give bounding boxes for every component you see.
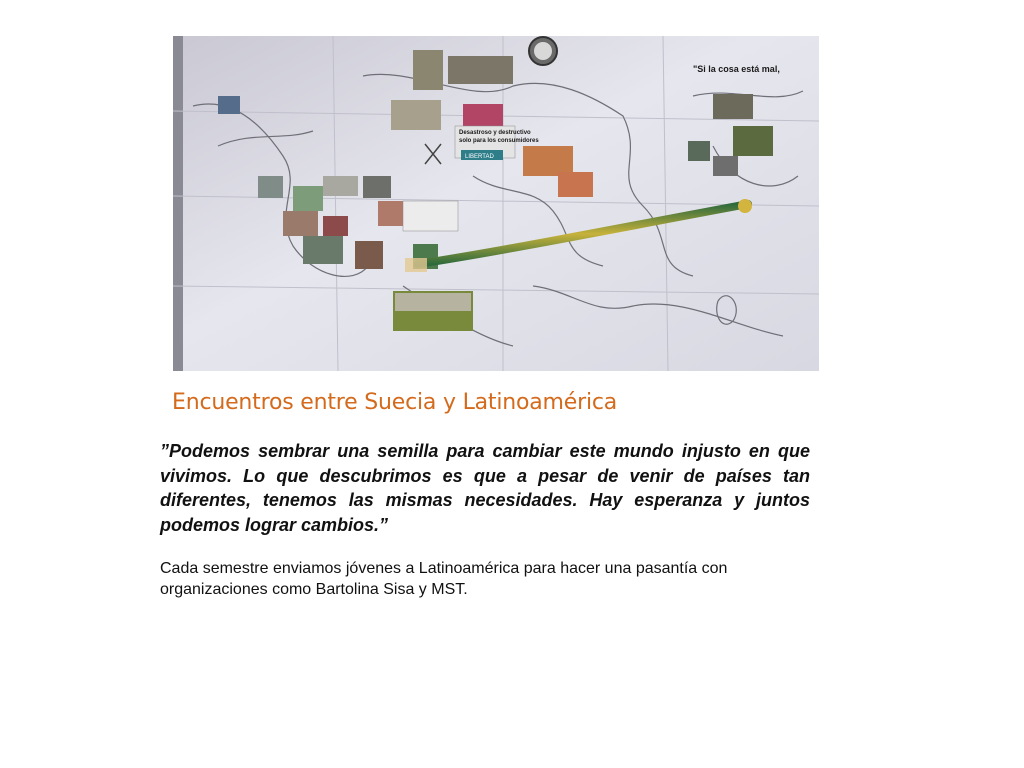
page-title: Encuentros entre Suecia y Latinoamérica: [172, 390, 618, 415]
photo-text-center-tag: LIBERTAD: [465, 154, 494, 160]
body-paragraph: Cada semestre enviamos jóvenes a Latinoamérica para hacer una pasantía con organizaciones como Bartolina Sisa y MST.: [160, 560, 728, 598]
ribbon-start-tape: [405, 258, 427, 272]
dark-left-edge: [173, 36, 183, 371]
photo-text-top-right: "Si la cosa está mal,: [693, 64, 780, 74]
photo-text-center-2: solo para los consumidores: [459, 138, 539, 144]
testimonial-quote: ”Podemos sembrar una semilla para cambiar este mundo injusto en que vivimos. Lo que descubrimos es que a pesar de venir de países tan diferentes, tenemos las mismas necesidades. Hay esperanza y juntos podemos lograr cambios.”: [160, 441, 810, 535]
photo-text-center-1: Desastroso y destructivo: [459, 130, 531, 136]
world-map-collage-photo: [173, 36, 819, 371]
paper-background: [173, 36, 819, 371]
ribbon-end-knot: [738, 199, 752, 213]
